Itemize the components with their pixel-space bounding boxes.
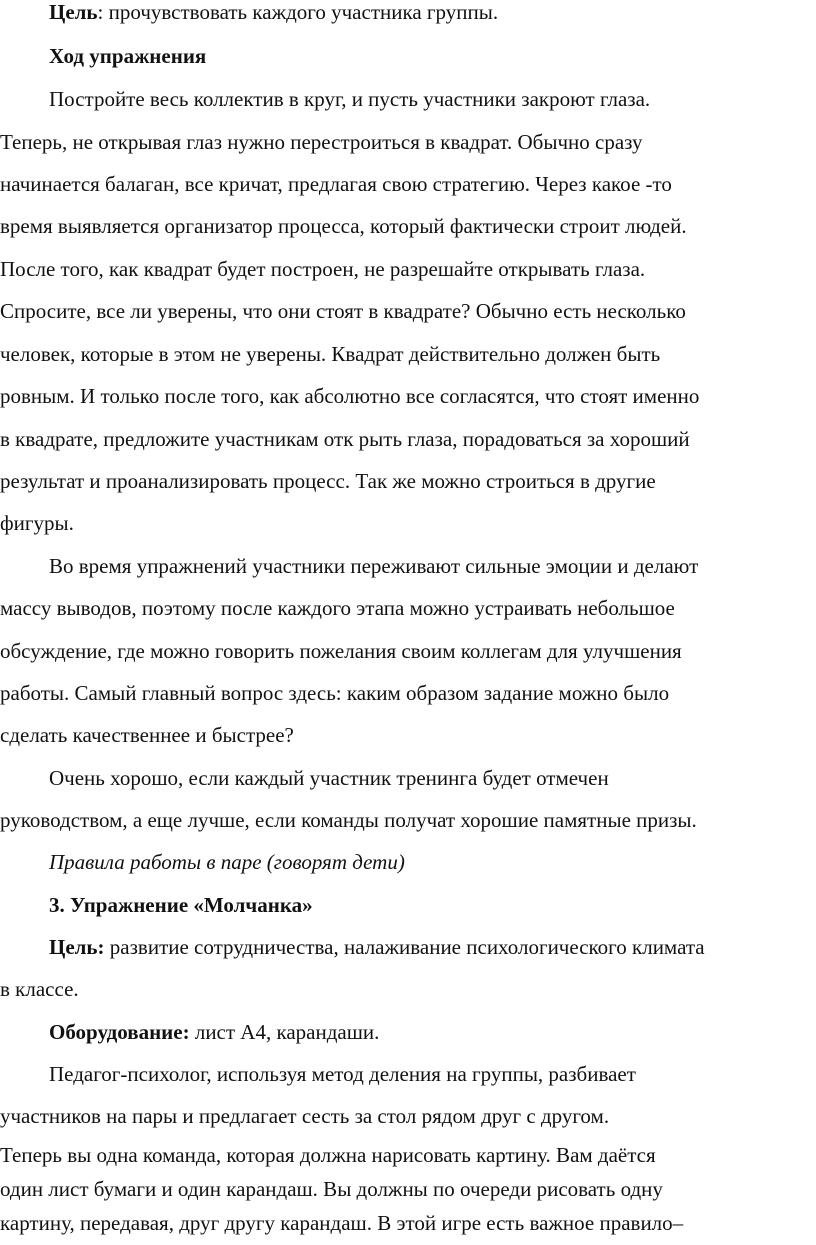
equipment-text: лист А4, карандаши. [189, 1020, 380, 1044]
paragraph-line: обсуждение, где можно говорить пожелания своим коллегам для улучшения [0, 639, 682, 663]
paragraph-line: Теперь, не открывая глаз нужно перестроиться в квадрат. Обычно сразу [0, 130, 643, 154]
goal-text: развитие сотрудничества, налаживание психологического климата [104, 935, 705, 959]
equipment-label: Оборудование: [49, 1020, 190, 1044]
paragraph-line: в квадрате, предложите участникам отк рыть глаза, порадоваться за хороший [0, 427, 690, 451]
paragraph-line: работы. Самый главный вопрос здесь: каким образом задание можно было [0, 681, 670, 705]
paragraph-line: Теперь вы одна команда, которая должна нарисовать картину. Вам даётся [0, 1143, 656, 1167]
paragraph-line: картину, передавая, друг другу карандаш. В этой игре есть важное правило– [0, 1211, 684, 1235]
paragraph-line: руководством, а еще лучше, если команды получат хорошие памятные призы. [0, 808, 697, 832]
goal-line [49, 935, 705, 959]
paragraph-line: участников на пары и предлагает сесть за стол рядом друг с другом. [0, 1104, 610, 1128]
paragraph-line: массу выводов, поэтому после каждого этапа можно устраивать небольшое [0, 596, 675, 620]
equipment-line [49, 1020, 379, 1044]
goal-text: : прочувствовать каждого участника группы. [97, 0, 499, 24]
paragraph-line: сделать качественнее и быстрее? [0, 723, 294, 747]
exercise-heading [49, 893, 313, 917]
paragraph-line: Постройте весь коллектив в круг, и пусть участники закроют глаза. [49, 87, 651, 111]
goal-label: Цель [49, 0, 98, 24]
paragraph-line: один лист бумаги и один карандаш. Вы должны по очереди рисовать одну [0, 1177, 663, 1201]
section-heading [49, 44, 206, 68]
goal-line [49, 0, 498, 24]
paragraph-line: Педагог-психолог, используя метод деления на группы, разбивает [49, 1062, 636, 1086]
paragraph-line: результат и проанализировать процесс. Так же можно строиться в другие [0, 469, 656, 493]
paragraph-line: ровным. И только после того, как абсолютно все согласятся, что стоят именно [0, 384, 700, 408]
paragraph-line: Во время упражнений участники переживают сильные эмоции и делают [49, 554, 699, 578]
paragraph-line: После того, как квадрат будет построен, не разрешайте открывать глаза. [0, 257, 646, 281]
goal-label: Цель: [49, 935, 105, 959]
paragraph-line: начинается балаган, все кричат, предлагая свою стратегию. Через какое -то [0, 172, 672, 196]
paragraph-line: время выявляется организатор процесса, который фактически строит людей. [0, 214, 687, 238]
italic-note [49, 850, 405, 874]
exercise-heading-text: 3. Упражнение «Молчанка» [49, 893, 313, 917]
paragraph-line: в классе. [0, 977, 79, 1001]
paragraph-line: фигуры. [0, 511, 74, 535]
paragraph-line: человек, которые в этом не уверены. Квадрат действительно должен быть [0, 342, 661, 366]
section-heading-text: Ход упражнения [49, 44, 207, 68]
paragraph-line: Очень хорошо, если каждый участник тренинга будет отмечен [49, 766, 609, 790]
paragraph-line: Спросите, все ли уверены, что они стоят в квадрате? Обычно есть несколько [0, 299, 686, 323]
italic-note-text: Правила работы в паре (говорят дети) [49, 850, 405, 874]
